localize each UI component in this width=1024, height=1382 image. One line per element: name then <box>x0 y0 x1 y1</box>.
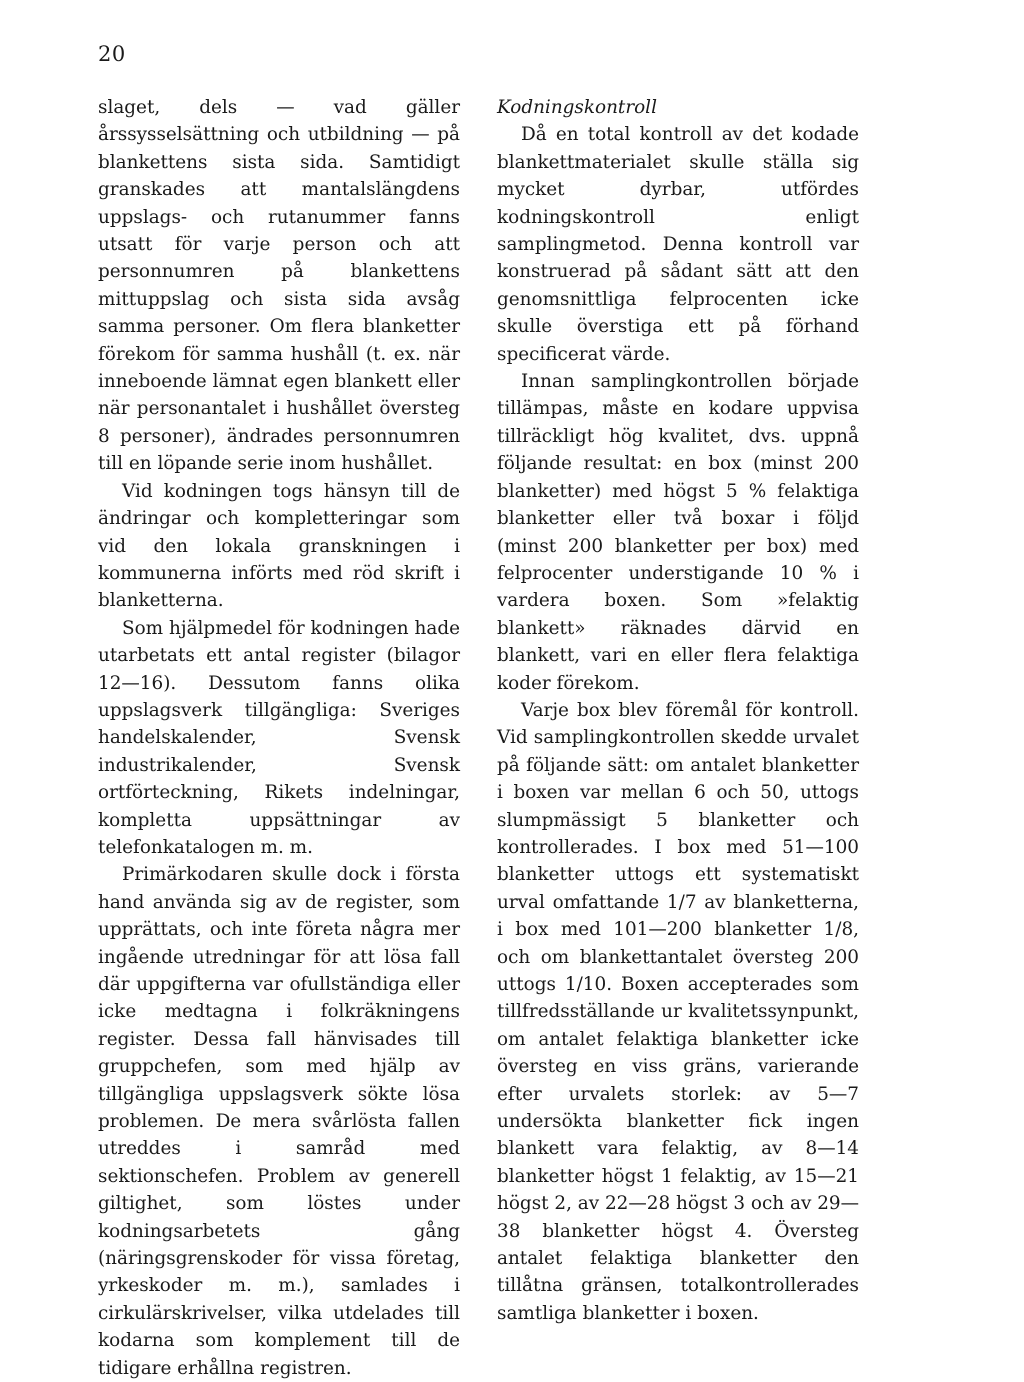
paragraph: Som hjälpmedel för kodningen hade utarbetats ett antal register (bilagor 12—16). Dessutom fanns olika uppslagsverk tillgängliga: Sveriges handelskalender, Svensk industrikalender, Svensk ortförteckning, Rikets indelningar, kompletta uppsättningar av telefonkatalogen m. m. <box>98 617 460 858</box>
paragraph: Innan samplingkontrollen började tillämpas, måste en kodare uppvisa tillräckligt hög kvalitet, dvs. uppnå följande resultat: en box (minst 200 blanketter) med högst 5 % felaktiga blanketter eller två boxar i följd (minst 200 blanketter per box) med felprocenter understigande 10 % i vardera boxen. Som »felaktig blankett» räknades därvid en blankett, vari en eller flera felaktiga koder förekom. <box>497 371 859 694</box>
page-number: 20 <box>98 42 126 66</box>
paragraph: Primärkodaren skulle dock i första hand använda sig av de register, som upprättats, och inte företa några mer ingående utredningar för att lösa fall där uppgifterna var ofullständiga eller icke medtagna i folkräkningens register. Dessa fall hänvisades till gruppchefen, som med hjälp av tillgängliga uppslagsverk sökte lösa problemen. De mera svårlösta fallen utreddes i samråd med sektionschefen. Problem av generell giltighet, som löstes under kodningsarbetets gång (näringsgrenskoder för vissa företag, yrkeskoder m. m.), samlades i cirkulärskrivelser, vilka utdelades till kodarna som komplement till de tidigare erhållna registren. <box>98 864 460 1379</box>
section-heading: Kodningskontroll <box>497 97 657 118</box>
paragraph: Då en total kontroll av det kodade blankettmaterialet skulle ställa sig mycket dyrbar, utfördes kodningskontroll enligt samplingmetod. Denna kontroll var konstruerad på sådant sätt att den genomsnittliga felprocenten icke skulle överstiga ett på förhand specificerat värde. <box>497 124 859 365</box>
left-column <box>98 94 460 1382</box>
paragraph-continued: slaget, dels — vad gäller årssysselsättning och utbildning — på blankettens sista sida. Samtidigt granskades att mantalslängdens uppslags- och rutanummer fanns utsatt för varje person och att personnumren på blankettens mittuppslag och sista sida avsåg samma personer. Om flera blanketter förekom för samma hushåll (t. ex. när inneboende lämnat egen blankett eller när personantalet i hushållet översteg 8 personer), ändrades personnumren till en löpande serie inom hushållet. <box>98 97 460 475</box>
right-column <box>497 94 859 1327</box>
paragraph: Vid kodningen togs hänsyn till de ändringar och kompletteringar som vid den lokala granskningen i kommunerna införts med röd skrift i blanketterna. <box>98 480 460 612</box>
paragraph: Varje box blev föremål för kontroll. Vid samplingkontrollen skedde urvalet på följande sätt: om antalet blanketter i boxen var mellan 6 och 50, uttogs slumpmässigt 5 blanketter och kontrollerades. I box med 51—100 blanketter uttogs ett systematiskt urval omfattande 1/7 av blanketterna, i box med 101—200 blanketter 1/8, och om blankettantalet översteg 200 uttogs 1/10. Boxen accepterades som tillfredsställande ur kvalitetssynpunkt, om antalet felaktiga blanketter icke översteg en viss gräns, varierande efter urvalets storlek: av 5—7 undersökta blanketter fick ingen blankett vara felaktig, av 8—14 blanketter högst 1 felaktig, av 15—21 högst 2, av 22—28 högst 3 och av 29—38 blanketter högst 4. Översteg antalet felaktiga blanketter den tillåtna gränsen, totalkontrollerades samtliga blanketter i boxen. <box>497 699 859 1324</box>
